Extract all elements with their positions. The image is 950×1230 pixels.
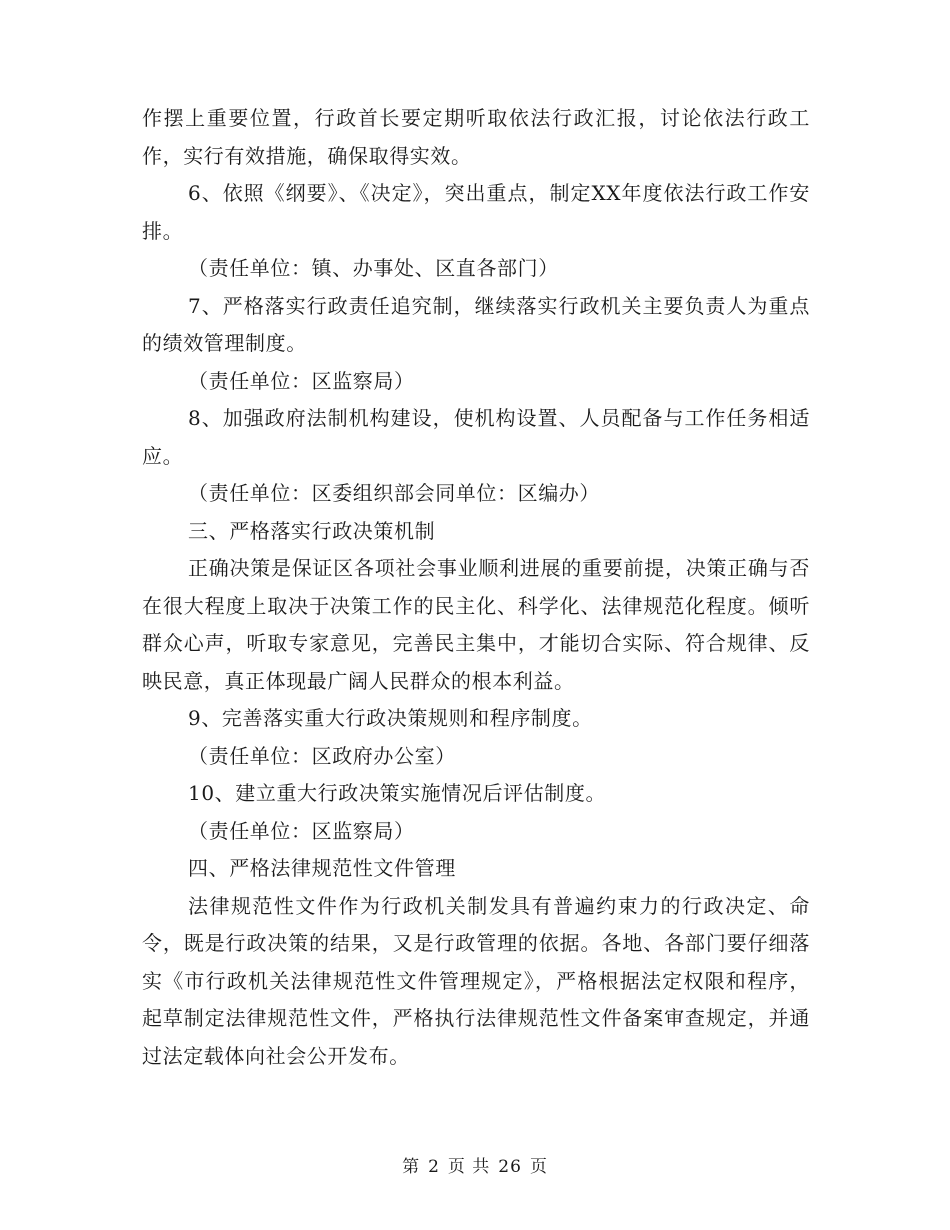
footer-middle: 页 共	[447, 1157, 491, 1177]
footer-prefix: 第	[402, 1157, 421, 1177]
document-body	[142, 100, 810, 1075]
footer-total-pages: 26	[498, 1157, 522, 1177]
page-footer	[0, 1152, 950, 1177]
paragraph: （责任单位：区政府办公室）	[188, 743, 456, 768]
paragraph: 8、加强政府法制机构建设，使机构设置、人员配备与工作任务相适应。	[142, 406, 810, 468]
footer-page-number: 2	[428, 1157, 440, 1177]
paragraph: 10、建立重大行政决策实施情况后评估制度。	[188, 781, 607, 805]
paragraph: 四、严格法律规范性文件管理	[188, 856, 456, 880]
paragraph: 三、严格落实行政决策机制	[188, 518, 436, 543]
paragraph: 9、完善落实重大行政决策规则和程序制度。	[188, 706, 593, 730]
paragraph: 6、依照《纲要》、《决定》，突出重点，制定XX年度依法行政工作安排。	[142, 181, 810, 243]
paragraph: 7、严格落实行政责任追究制，继续落实行政机关主要负责人为重点的绩效管理制度。	[142, 293, 810, 355]
paragraph: （责任单位：区监察局）	[188, 818, 415, 843]
paragraph: （责任单位：区监察局）	[188, 368, 415, 393]
paragraph: （责任单位：镇、办事处、区直各部门）	[188, 256, 559, 280]
paragraph: 法律规范性文件作为行政机关制发具有普遍约束力的行政决定、命令，既是行政决策的结果，又是行政管理的依据。各地、各部门要仔细落实《市行政机关法律规范性文件管理规定》，严格根据法定权限和程序，起草制定法律规范性文件，严格执行法律规范性文件备案审查规定，并通过法定载体向社会公开发布。	[142, 893, 810, 1068]
footer-suffix: 页	[529, 1157, 548, 1177]
paragraph: （责任单位：区委组织部会同单位：区编办）	[188, 481, 600, 505]
paragraph: 正确决策是保证区各项社会事业顺利进展的重要前提，决策正确与否在很大程度上取决于决策工作的民主化、科学化、法律规范化程度。倾听群众心声，听取专家意见，完善民主集中，才能切合实际、符合规律、反映民意，真正体现最广阔人民群众的根本利益。	[142, 556, 810, 693]
paragraph: 作摆上重要位置，行政首长要定期听取依法行政汇报，讨论依法行政工作，实行有效措施，确保取得实效。	[142, 106, 810, 168]
